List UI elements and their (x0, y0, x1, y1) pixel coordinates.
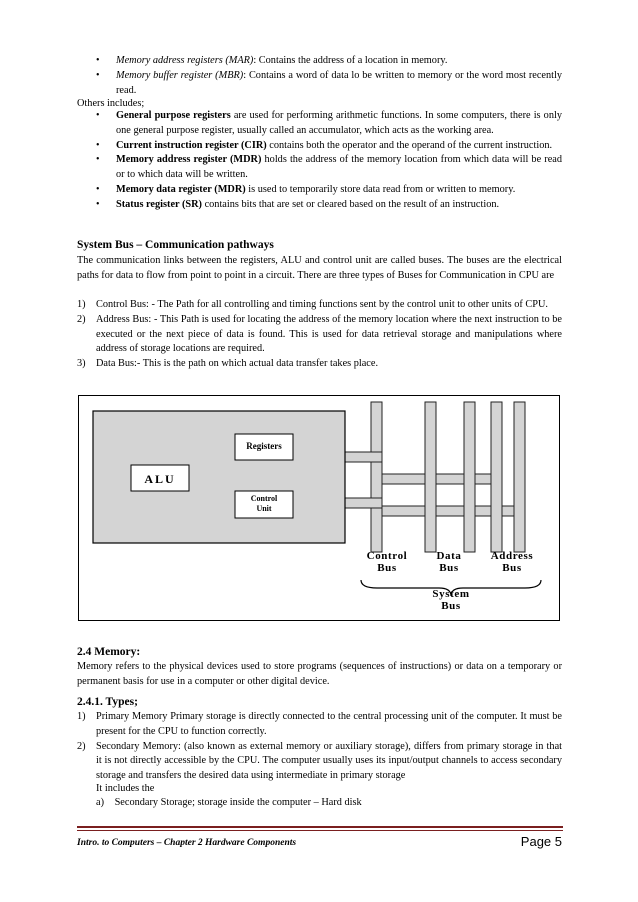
footer-rule-thin (77, 830, 563, 831)
list-item-term: Memory data register (MDR) (116, 183, 246, 195)
sub-list-text: Secondary Storage; storage inside the computer – Hard disk (114, 797, 362, 808)
list-item-term: Memory buffer register (MBR) (116, 69, 244, 81)
memory-heading: 2.4 Memory: (77, 646, 141, 658)
bus-connector (344, 498, 382, 508)
sub-list-label: a) (96, 797, 104, 808)
control-bus-label-line1: Control (366, 550, 408, 562)
list-number: 3) (77, 358, 86, 370)
footer-rule (77, 826, 563, 828)
list-item-text: contains bits that are set or cleared based on the result of an instruction. (202, 198, 500, 210)
bus-connector (382, 506, 425, 516)
bullet-icon: • (96, 110, 100, 121)
control-unit-label (235, 494, 293, 514)
footer-title: Intro. to Computers – Chapter 2 Hardware Components (77, 838, 297, 848)
bullet-icon: • (96, 139, 100, 151)
list-item-text: Data Bus:- This is the path on which actual data transfer takes place. (96, 358, 379, 370)
others-intro: Others includes; (77, 98, 145, 109)
list-item-text: is used to temporarily store data read from or written to memory. (245, 183, 516, 195)
control-bus-label-line2: Bus (377, 562, 397, 574)
includes-text: It includes the (96, 783, 155, 794)
data-bus-line (425, 402, 436, 552)
top-bullet-list (96, 54, 562, 98)
bullet-icon: • (96, 55, 100, 66)
list-item (77, 740, 562, 784)
list-number: 2) (77, 740, 86, 752)
list-item-term: Memory address register (MDR) (116, 154, 262, 166)
bus-connector (502, 506, 514, 516)
list-item-text: Address Bus: - This Path is used for locating the address of the memory location where the next instruction to be executed or the next piece of data is found. This is used for data retrieval storage and manipulations where address of storage locations are required. (96, 313, 562, 355)
control-bus-line (371, 402, 382, 552)
list-item (77, 710, 562, 740)
bus-connector (344, 452, 382, 462)
control-bus-label (355, 550, 419, 574)
system-bus-figure (78, 395, 560, 621)
list-item (96, 109, 562, 139)
other-bullet-list (96, 106, 562, 213)
list-item-text: Primary Memory Primary storage is directly connected to the central processing unit of the computer. It must be present for the CPU to function correctly. (96, 711, 562, 737)
data-bus-label (423, 550, 475, 574)
system-bus-label (415, 588, 487, 612)
list-item-text: : Contains a word of data lo be written to memory or the word most recently read. (116, 69, 562, 96)
control-unit-label-line1: Control (250, 494, 278, 503)
bullet-icon: • (96, 69, 100, 81)
data-bus-line-2 (464, 402, 475, 552)
list-item (77, 298, 562, 313)
alu-label: ALU (144, 472, 176, 486)
address-bus-label-line1: Address (490, 550, 534, 562)
list-item-text: : Contains the address of a location in memory. (253, 55, 448, 66)
data-bus-label-line2: Bus (439, 562, 459, 574)
bullet-icon: • (96, 183, 100, 195)
bus-paths (344, 402, 525, 552)
system-bus-label-line2: Bus (441, 600, 461, 612)
address-bus-label (477, 550, 547, 574)
bus-connector (436, 474, 464, 484)
list-item-text: Secondary Memory: (also known as external memory or auxiliary storage), differs from primary storage in that it is not directly accessible by the CPU. The computer usually uses its input/output channels to access secondary storage and transfers the desired data using intermediate in primary storage (96, 740, 562, 782)
bus-connector (382, 474, 425, 484)
control-unit-label-line2: Unit (256, 504, 272, 513)
list-item-text: Control Bus: - The Path for all controlling and timing functions sent by the control unit to other units of CPU. (96, 299, 548, 310)
registers-label: Registers (246, 441, 282, 451)
bullet-icon: • (96, 154, 100, 166)
list-item-text: are used for performing arithmetic functions. In some computers, there is only one general purpose register, usually called an accumulator, which acts as the working area. (116, 110, 562, 136)
list-item (96, 139, 562, 154)
list-item (96, 69, 562, 99)
list-item-term: Memory address registers (MAR) (116, 55, 254, 66)
list-item (96, 54, 562, 69)
bus-connector (475, 474, 491, 484)
list-number: 1) (77, 299, 86, 310)
list-item (77, 313, 562, 357)
bus-connector (436, 506, 464, 516)
bus-connector (475, 506, 491, 516)
types-heading: 2.4.1. Types; (77, 696, 138, 708)
list-item-text: contains both the operator and the operand of the current instruction. (266, 139, 553, 151)
bullet-icon: • (96, 198, 100, 210)
sub-list-item (96, 796, 362, 811)
list-item (96, 153, 562, 183)
system-bus-heading: System Bus – Communication pathways (77, 239, 274, 251)
data-bus-label-line1: Data (436, 550, 462, 562)
list-item (96, 183, 562, 198)
list-item-text: holds the address of the memory location from which data will be read or to which data will be written. (116, 154, 562, 181)
memory-paragraph: Memory refers to the physical devices used to store programs (sequences of instructions) or data on a temporary or permanent basis for use in a computer or other digital device. (77, 661, 562, 687)
system-bus-list (77, 298, 562, 372)
list-item-term: Status register (SR) (116, 198, 202, 210)
list-item-term: General purpose registers (116, 110, 231, 121)
page-number: Page 5 (520, 834, 562, 849)
list-number: 2) (77, 313, 86, 325)
memory-types-list (77, 710, 562, 784)
list-item (96, 198, 562, 213)
address-bus-line (491, 402, 502, 552)
list-item-term: Current instruction register (CIR) (116, 139, 267, 151)
address-bus-line-2 (514, 402, 525, 552)
list-item (77, 357, 562, 372)
system-bus-label-line1: System (432, 588, 470, 600)
address-bus-label-line2: Bus (502, 562, 522, 574)
system-bus-diagram (79, 396, 559, 620)
list-number: 1) (77, 711, 86, 722)
system-bus-paragraph: The communication links between the registers, ALU and control unit are called buses. The buses are the electrical paths for data to flow from point to point in a circuit. There are three types of Buses for Communication in CPU are (77, 255, 562, 281)
